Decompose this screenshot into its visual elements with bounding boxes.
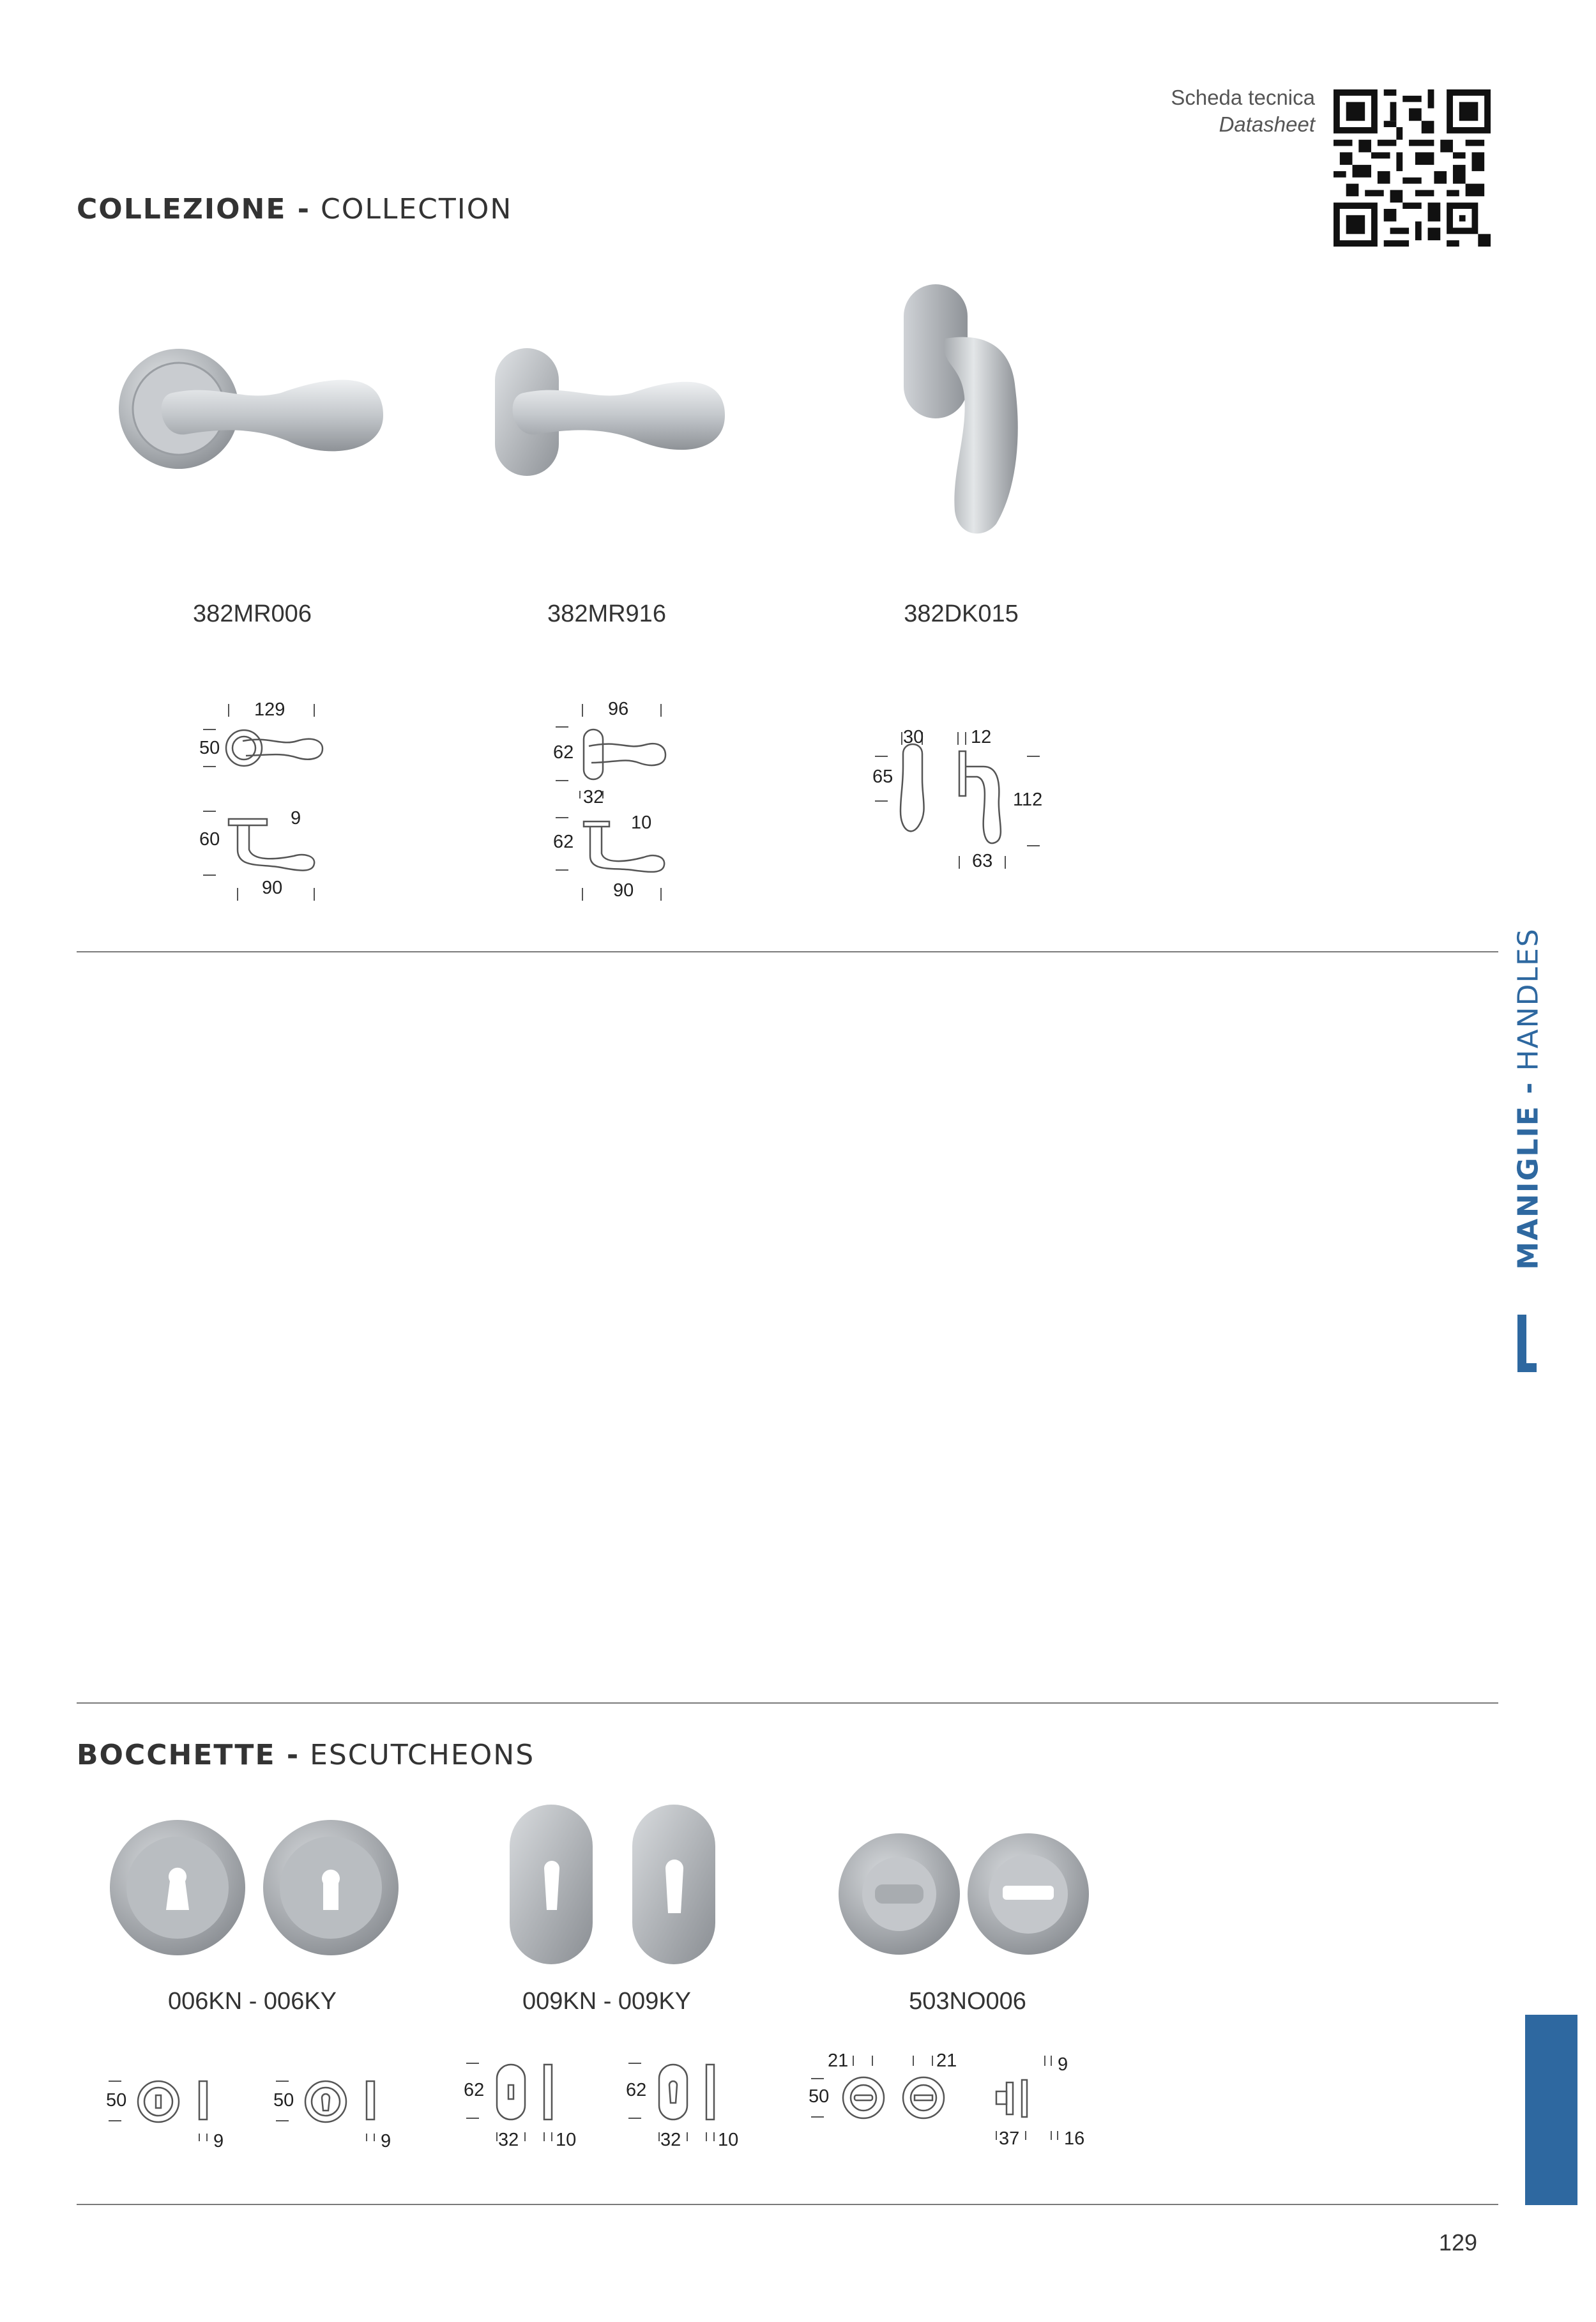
escutcheons-title-bold: BOCCHETTE - — [77, 1739, 300, 1771]
product-code-009kn-009ky: 009KN - 009KY — [522, 1988, 692, 2015]
esc-dim-62-b: 62 — [626, 2080, 647, 2100]
esc-dim-32-a: 32 — [498, 2130, 519, 2150]
drawing-006kn-006ky — [109, 2070, 409, 2146]
dim-112: 112 — [1013, 790, 1043, 810]
dim-90: 90 — [262, 878, 283, 898]
dim-65: 65 — [872, 767, 893, 787]
side-tab-label-light: HANDLES — [1512, 928, 1545, 1071]
divider-bottom — [77, 2204, 1498, 2205]
collection-title — [77, 193, 512, 225]
dim-30: 30 — [903, 727, 924, 747]
esc-dim-62-a: 62 — [464, 2080, 485, 2100]
dim-60: 60 — [199, 829, 220, 850]
divider-middle — [77, 1702, 1498, 1704]
esc-dim-9-a: 9 — [213, 2131, 224, 2151]
handle-on-oval-plate-image — [492, 345, 728, 479]
datasheet-label — [1171, 84, 1315, 138]
page-tab-marker — [1525, 2015, 1577, 2205]
dim-90-depth: 90 — [613, 880, 634, 901]
product-code-006kn-006ky: 006KN - 006KY — [167, 1988, 337, 2015]
page-number: 129 — [1438, 2229, 1477, 2256]
esc-dim-32-b: 32 — [660, 2130, 681, 2150]
esc-dim-9-c: 9 — [1058, 2054, 1068, 2075]
oval-escutcheons-image — [505, 1801, 722, 1967]
esc-dim-37: 37 — [999, 2128, 1020, 2149]
datasheet-label-en: Datasheet — [1219, 112, 1315, 136]
collection-title-light: COLLECTION — [320, 193, 513, 225]
dim-129: 129 — [254, 699, 285, 720]
wc-escutcheons-image — [837, 1827, 1092, 1961]
product-code-382mr916: 382MR916 — [547, 600, 666, 627]
dim-12: 12 — [971, 727, 992, 747]
dim-63: 63 — [972, 851, 993, 871]
dim-10: 10 — [631, 813, 652, 833]
esc-dim-21-b: 21 — [936, 2051, 957, 2071]
dim-32: 32 — [583, 787, 604, 807]
dim-62-plate: 62 — [553, 742, 574, 763]
dim-50: 50 — [199, 738, 220, 758]
dim-62-height: 62 — [553, 832, 574, 852]
qr-code-icon[interactable] — [1334, 89, 1491, 247]
esc-dim-9-b: 9 — [381, 2131, 391, 2151]
round-escutcheons-image — [109, 1814, 402, 1961]
collection-title-bold: COLLEZIONE - — [77, 193, 310, 225]
handle-on-round-rose-image — [115, 332, 396, 479]
window-handle-image — [901, 281, 1028, 537]
esc-dim-10-b: 10 — [718, 2130, 739, 2150]
side-tab-label-bold: MANIGLIE - — [1512, 1081, 1545, 1270]
esc-dim-50-b: 50 — [273, 2090, 294, 2111]
esc-dim-50-c: 50 — [809, 2086, 830, 2107]
divider-top — [77, 951, 1498, 952]
dim-96: 96 — [608, 699, 629, 719]
esc-dim-50-a: 50 — [106, 2090, 127, 2111]
handle-symbol-icon — [1515, 1312, 1537, 1375]
esc-dim-21-a: 21 — [828, 2051, 849, 2071]
side-tab-label — [1512, 928, 1545, 1269]
product-code-503no006: 503NO006 — [909, 1988, 1026, 2015]
esc-dim-10-a: 10 — [556, 2130, 577, 2150]
drawing-382mr006 — [192, 696, 345, 907]
product-code-382dk015: 382DK015 — [904, 600, 1019, 627]
datasheet-label-it: Scheda tecnica — [1171, 86, 1315, 109]
product-code-382mr006: 382MR006 — [193, 600, 312, 627]
dim-9: 9 — [291, 808, 301, 829]
escutcheons-title-light: ESCUTCHEONS — [310, 1739, 535, 1771]
escutcheons-title — [77, 1739, 535, 1771]
esc-dim-16: 16 — [1064, 2128, 1085, 2149]
